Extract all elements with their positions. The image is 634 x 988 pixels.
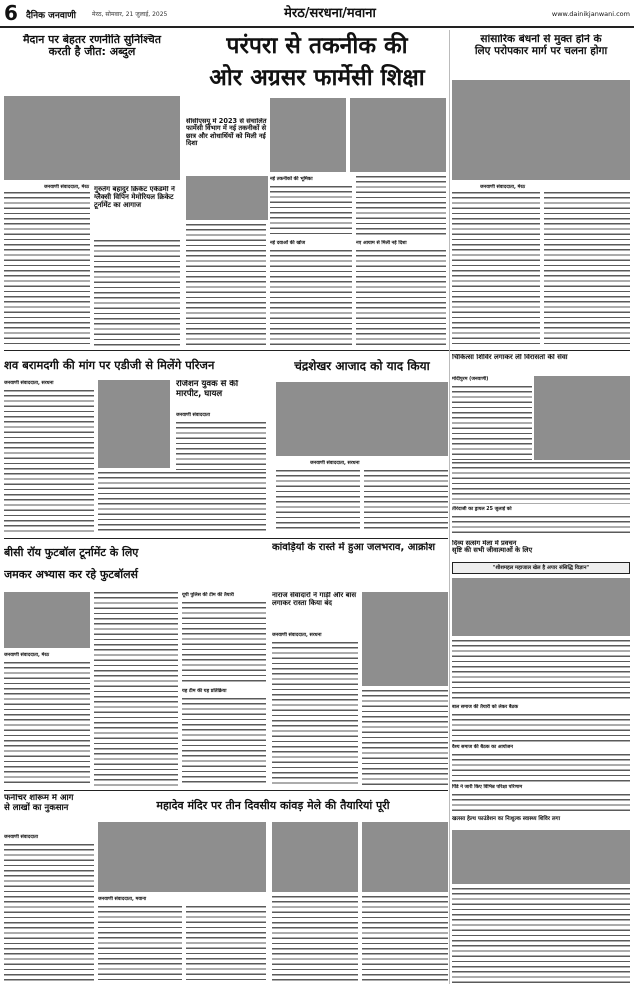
left1-body2 [94,240,180,346]
page-number: 6 [4,2,18,24]
camp-sub1: तीरंदाजी का ड्रायल 25 जुलाई को [452,507,512,512]
lead-body-5 [356,176,446,238]
cricket-headline: गुरुतेग बहादुर क्रिकेट एकेडमी ने ग्लैक्सी विपिन मेमोरियल क्रिकेट टूर्नामेंट का आगाज [94,186,175,209]
right2-quote-box: "शीशमहल महाजाल खेल है अपार संसिद्धि विज्ञान" [452,562,630,574]
mahadev-credit: जनवाणी संवाददाता, मवाना [98,897,147,902]
right1-body2 [544,192,630,346]
row-rule-3 [4,790,448,791]
azad-photo [276,382,448,456]
right2-photo2 [452,830,630,884]
lead-photo-1 [270,98,346,172]
football-body4 [182,698,266,786]
kanwar-body [272,642,358,786]
lead-body-3 [356,250,446,346]
section-title: मेरठ/सरधना/मवाना [284,6,376,21]
dateline: मेरठ, सोमवार, 21 जुलाई, 2025 [92,11,168,18]
camp-body2 [452,462,630,504]
right1-headline-line1: सांसारिक बंधनों से मुक्त होने के [480,34,602,45]
missing-headline: शव बरामदगी की मांग पर एडीजी से मिलेंगे परिजन [4,358,215,372]
right2-headline-line1: दिव्य सत्संग मेला में प्रवचन [452,540,517,547]
website-url[interactable]: www.dainikjanwani.com [551,10,630,18]
football-credit: जनवाणी संवाददाता, मेरठ [4,653,50,658]
lead-photo-3 [350,98,446,172]
football-body2 [94,592,178,786]
right1-headline-line2: लिए परोपकार मार्ग पर चलना होगा [474,44,608,57]
left1-headline-line2: करती है जीत: अब्दुल [48,45,136,59]
football-body3 [182,602,266,684]
football-sub3: यह टीम की यह प्रतिक्रिया [182,689,227,694]
missing-body2 [98,472,266,532]
column-rule-left [449,30,450,984]
mahadev-body3 [272,896,358,984]
missing-body3 [176,422,266,470]
kanwar-body2 [362,690,448,786]
lead-body-2 [270,250,352,346]
left1-photo [4,96,180,180]
paper-name: दैनिक जनवाणी [26,11,76,20]
right2-body5 [452,888,630,984]
lead-column-head: नई तकनीकों की भूमिका [270,177,313,182]
missing-credit: जनवाणी संवाददाता, सरधना [4,381,54,386]
right2-body [452,640,630,702]
kanwar-subhead: नाराज सेवादारों ने गाड़ी और बांस लगाकर रास्ता किया बंद [272,592,357,607]
missing-body [4,390,94,532]
mahadev-photo-2 [272,822,358,892]
lead-body-1 [270,186,352,238]
left1-body [4,192,90,346]
shop-credit: जनवाणी संवाददाता [4,835,38,840]
camp-body [452,386,532,460]
missing-credit2: जनवाणी संवाददाता [176,413,210,418]
right2-body3 [452,754,630,782]
kanwar-credit: जनवाणी संवाददाता, सरधना [272,633,322,638]
lead-column-head2: नई दवाओं की खोज [270,241,306,246]
right2-sub2: वैश्य समाज की बैठक का आयोजन [452,745,513,750]
camp-photo [534,376,630,460]
left1-headline-line1: मैदान पर बेहतर रणनीति सुनिश्चित [22,34,162,46]
mahadev-photo-1 [98,822,266,892]
right2-body4 [452,794,630,812]
shop-body [4,844,94,984]
lead-body-4 [186,224,266,346]
masthead-rule [0,26,634,28]
mahadev-headline: महादेव मंदिर पर तीन दिवसीय कांवड़ मेले की तैयारियां पूरी [156,799,390,812]
azad-credit: जनवाणी संवाददाता, सरधना [310,461,360,466]
shop-headline-line2: से लाखों का नुकसान [4,802,69,813]
right2-sub: बाल समाज की तैयारी को लेकर बैठक [452,705,519,710]
left1-headline [4,34,180,72]
camp-headline: चिकित्सा शिविर लगाकर ली विरासतों की सेवा [452,354,568,361]
right2-sub4: खलसा हेल्थ फाउंडेशन का निःशुल्क स्वास्थ्य शिविर लगा [452,816,560,822]
right2-body2 [452,714,630,742]
lead-headline [186,30,448,96]
right2-headline [452,540,630,560]
lead-headline-line2: ओर अग्रसर फार्मेसी शिक्षा [209,65,425,91]
right2-photo [452,578,630,636]
right1-credit: जनवाणी संवाददाता, मेरठ [480,185,526,190]
football-headline-line1: बीसी रॉय फुटबॉल टूर्नामेंट के लिए [4,546,139,559]
mahadev-photo-3 [362,822,448,892]
mahadev-body4 [362,896,448,984]
mahadev-body2 [186,906,266,984]
row-rule-2 [4,538,448,539]
azad-body2 [364,470,448,532]
football-headline [4,542,266,588]
shop-headline-line1: फर्नीचर शोरूम में आग [4,794,74,803]
azad-body [276,470,360,532]
left1-credit: जनवाणी संवाददाता, मेरठ [44,185,90,190]
lead-headline-line1: परंपरा से तकनीक की [226,33,408,59]
right2-headline-line2: सृष्टि की सभी जीवात्माओं के लिए [452,546,533,555]
kanwar-photo [362,592,448,686]
lead-column-head3: नए आयाम से मिली नई दिशा [356,241,407,246]
missing-photo [98,380,170,468]
lead-photo-2 [186,176,268,220]
missing-subhead: रंजिशन युवक से की मारपीट, घायल [176,380,239,399]
right1-headline [452,34,630,74]
camp-body3 [452,516,630,536]
right1-body [452,192,540,346]
right1-photo [452,80,630,180]
lead-subhead: सीसीएसयू में 2023 से संचालित फार्मेसी विभाग में नई तकनीकों से छात्र और शोधार्थियों को मिली नई दिशा [186,118,267,148]
shop-headline [4,794,94,830]
football-headline-line2: जमकर अभ्यास कर रहे फुटबॉलर्स [4,568,138,581]
kanwar-headline: कांवड़ियों के रास्ते में हुआ जलभराव, आक्रोश [272,542,436,553]
right2-sub3: पिंडे ने जारी किए विभिन्न परिक्षा परिणाम [452,785,523,790]
row-rule-1 [4,350,630,351]
azad-headline: चंद्रशेखर आजाद को याद किया [294,359,430,373]
football-photo [4,592,90,648]
football-body [4,662,90,786]
mahadev-body [98,906,182,984]
football-sub1: यूपी पुलिस की टीम की तैयारी [182,593,234,598]
camp-credit: मोदीपुरम (जनवाणी) [452,377,489,382]
